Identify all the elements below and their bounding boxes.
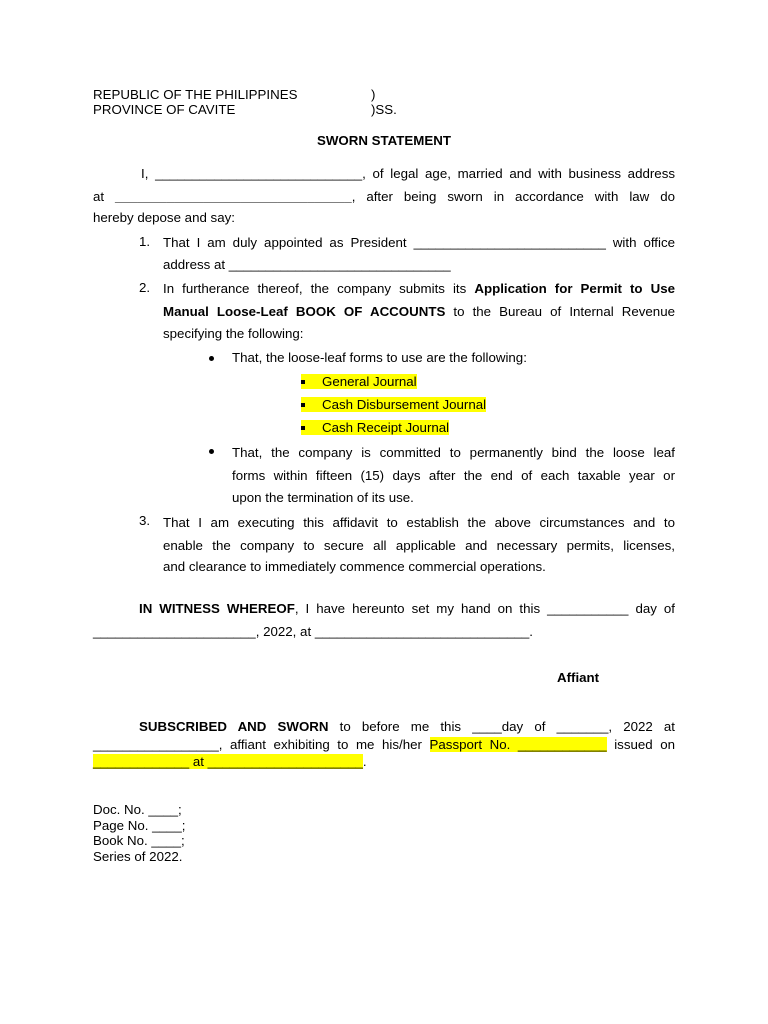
header-republic: REPUBLIC OF THE PHILIPPINES [93, 87, 298, 102]
notary-book-no: Book No. ____; [93, 833, 185, 848]
subscribed-line-2 [93, 735, 675, 755]
form-label: Cash Disbursement Journal [322, 397, 487, 412]
intro-after-sworn: , after being sworn in accordance with law do [351, 189, 676, 204]
bullet-2-line-2 [232, 466, 675, 486]
subscribed-text-1 [139, 717, 675, 737]
witness-text-1 [139, 599, 675, 619]
header-paren: ) [371, 87, 376, 102]
item-2-line-1 [163, 279, 675, 299]
subscribed-text-2 [93, 735, 675, 755]
subscribed-issued-on: issued on [614, 737, 676, 752]
intro-text-2 [93, 187, 675, 207]
form-label: Cash Receipt Journal [322, 420, 450, 435]
bullet-2-text-2: forms within fifteen (15) days after the end of each taxable year or [232, 468, 675, 483]
item-3-line-2 [163, 536, 675, 556]
application-title-part-1: Application for Permit to Use [474, 281, 675, 296]
form-item-2 [301, 397, 486, 412]
item-3-text-1: That I am executing this affidavit to establish the above circumstances and to [163, 515, 675, 530]
square-bullet-icon [301, 403, 305, 407]
square-bullet-icon [301, 380, 305, 384]
subscribed-affiant: _________________, affiant exhibiting to me his/her [93, 737, 422, 752]
intro-at: at [93, 189, 105, 204]
form-item-1 [301, 374, 417, 389]
item-1-line-1 [163, 233, 675, 253]
notary-doc-no: Doc. No. ____; [93, 802, 182, 817]
issued-place-highlight: _____________ at _____________________ [93, 754, 363, 769]
item-1-line-2: address at ______________________________ [163, 257, 451, 272]
notary-series: Series of 2022. [93, 849, 183, 864]
item-2-line-3: specifying the following: [163, 326, 304, 341]
business-address-blank: ________________________________ [115, 189, 352, 204]
square-bullet-icon [301, 426, 305, 430]
form-item-2-highlight [301, 397, 486, 412]
application-title-part-2: Manual Loose-Leaf BOOK OF ACCOUNTS [163, 304, 446, 319]
witness-line-1 [139, 599, 675, 619]
header-ss: )SS. [371, 102, 397, 117]
bullet-1-text: That, the loose-leaf forms to use are the following: [232, 350, 527, 365]
passport-number-highlight: Passport No. ____________ [429, 737, 607, 752]
item-number-3: 3. [139, 513, 151, 528]
document-title: SWORN STATEMENT [317, 133, 451, 148]
item-2-text-1 [163, 279, 675, 299]
item-1-text-1: That I am duly appointed as President __________________________ with office [163, 235, 675, 250]
form-label: General Journal [322, 374, 417, 389]
notary-page-no: Page No. ____; [93, 818, 186, 833]
item-3-line-3: and clearance to immediately commence commercial operations. [163, 559, 546, 574]
form-item-3 [301, 420, 449, 435]
item-2-bir: to the Bureau of Internal Revenue [453, 304, 675, 319]
item-2-line-2 [163, 302, 675, 322]
affiant-label: Affiant [557, 670, 600, 685]
bullet-2-line-3: upon the termination of its use. [232, 490, 414, 505]
subscribed-heading: SUBSCRIBED AND SWORN [139, 719, 329, 734]
intro-line-2 [93, 187, 675, 207]
intro-line-1 [141, 164, 675, 184]
item-3-text-2: enable the company to secure all applicable and necessary permits, licenses, [163, 538, 675, 553]
item-number-1: 1. [139, 234, 151, 249]
item-2-text-2 [163, 302, 675, 322]
header-province: PROVINCE OF CAVITE [93, 102, 236, 117]
item-2-intro: In furtherance thereof, the company submits its [163, 281, 467, 296]
form-item-1-highlight [301, 374, 417, 389]
bullet-2-text-1: That, the company is committed to permanently bind the loose leaf [232, 445, 675, 460]
item-3-line-1 [163, 513, 675, 533]
bullet-2-line-1 [232, 443, 675, 463]
intro-line-3: hereby depose and say: [93, 210, 235, 225]
form-item-3-highlight [301, 420, 449, 435]
item-number-2: 2. [139, 280, 151, 295]
witness-heading: IN WITNESS WHEREOF [139, 601, 295, 616]
subscribed-line-1 [139, 717, 675, 737]
subscribed-rest: to before me this ____day of _______, 2022 at [339, 719, 676, 734]
bullet-icon [209, 443, 214, 458]
subscribed-period: . [362, 754, 367, 769]
subscribed-line-3 [93, 754, 367, 769]
witness-line-2: ______________________, 2022, at _____________________________. [93, 624, 533, 639]
bullet-icon [209, 350, 214, 365]
intro-text-1: I, ____________________________, of legal age, married and with business address [141, 166, 675, 181]
witness-rest: , I have hereunto set my hand on this ___________ day of [294, 601, 675, 616]
